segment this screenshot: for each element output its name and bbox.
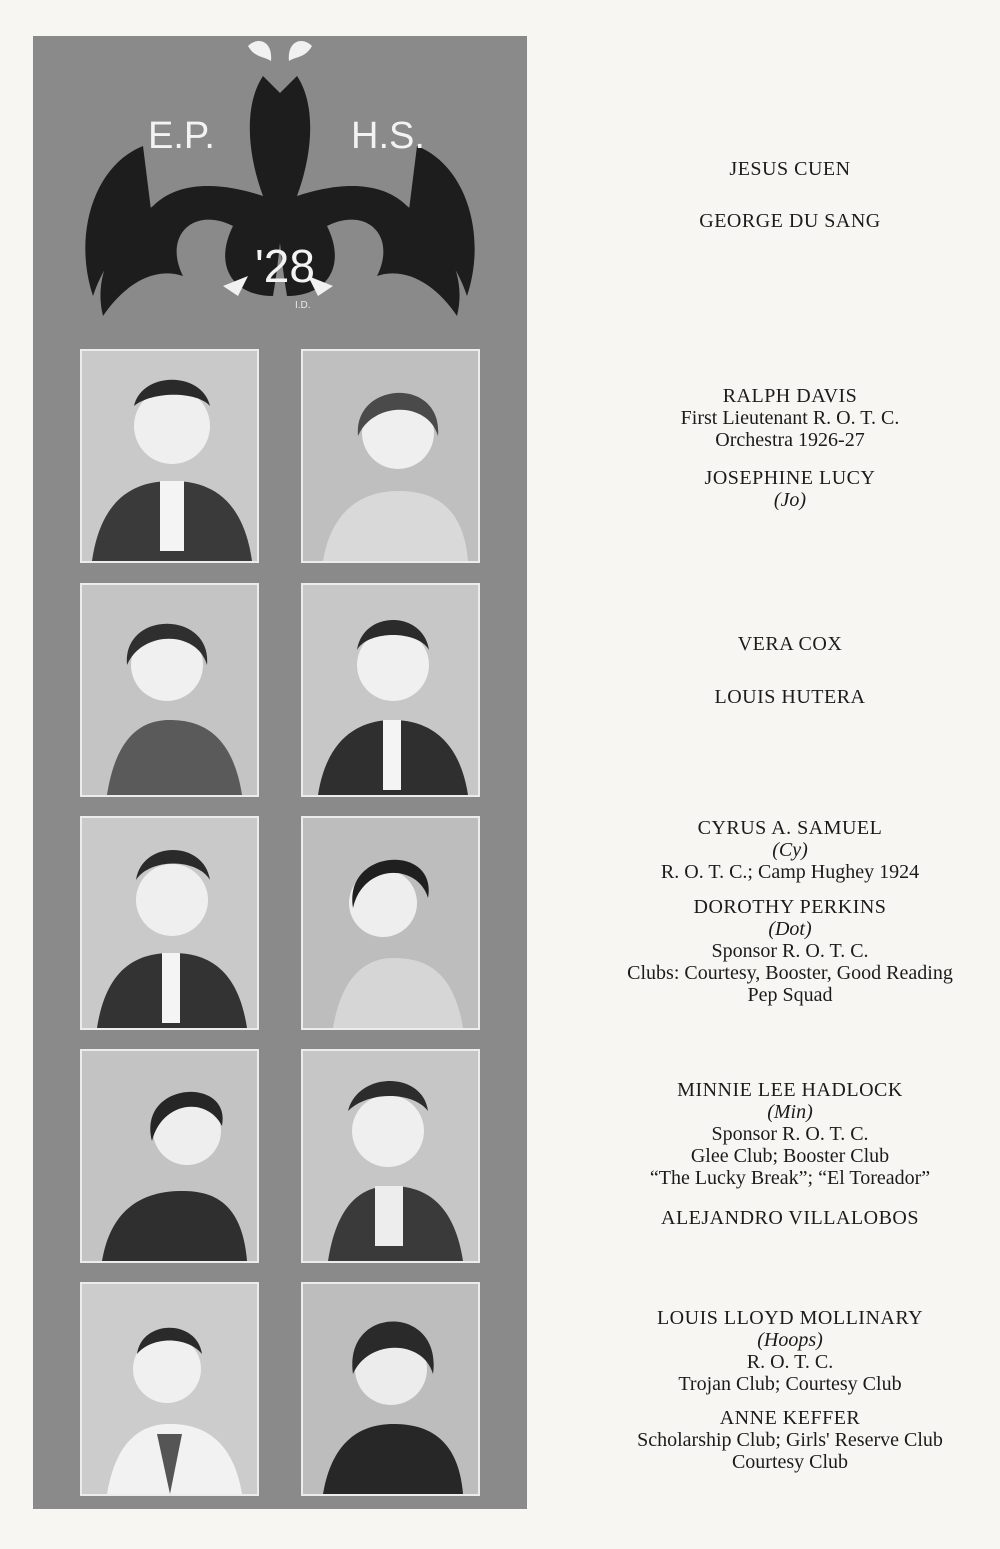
portrait-vera-cox	[80, 816, 259, 1030]
entry-minnie-lee-hadlock	[580, 1079, 1000, 1189]
entry-name: MINNIE LEE HADLOCK	[677, 1079, 903, 1101]
entry-name: LOUIS HUTERA	[714, 686, 866, 708]
entry-detail: Pep Squad	[747, 984, 833, 1006]
portrait-josephine-lucy	[301, 583, 480, 797]
entry-detail: Sponsor R. O. T. C.	[711, 1123, 869, 1145]
entry-vera-cox	[580, 633, 1000, 655]
portrait-alejandro-villalobos	[301, 1282, 480, 1496]
entry-name: LOUIS LLOYD MOLLINARY	[656, 1307, 924, 1329]
entry-name: GEORGE DU SANG	[699, 210, 881, 232]
entry-detail: First Lieutenant R. O. T. C.	[680, 407, 900, 429]
entry-ralph-davis	[580, 385, 1000, 451]
photo-strip	[33, 36, 527, 1509]
portrait-george-du-sang	[301, 349, 480, 563]
banner-left-text: E.P.	[148, 115, 215, 157]
entry-jesus-cuen	[580, 158, 1000, 180]
entry-nickname: (Jo)	[773, 489, 807, 511]
entry-name: CYRUS A. SAMUEL	[697, 817, 883, 839]
entry-nickname: (Hoops)	[757, 1329, 823, 1351]
entry-detail: Courtesy Club	[731, 1451, 849, 1473]
entry-nickname: (Dot)	[768, 918, 812, 940]
entry-name: DOROTHY PERKINS	[693, 896, 887, 918]
entry-detail: Trojan Club; Courtesy Club	[678, 1373, 902, 1395]
entry-george-du-sang	[580, 210, 1000, 232]
entry-detail: “The Lucky Break”; “El Toreador”	[649, 1167, 931, 1189]
entry-detail: R. O. T. C.	[746, 1351, 834, 1373]
entry-name: ALEJANDRO VILLALOBOS	[661, 1207, 919, 1229]
entry-louis-hutera	[580, 686, 1000, 708]
portrait-minnie-lee-hadlock	[80, 1282, 259, 1496]
entry-dorothy-perkins	[580, 896, 1000, 1006]
entry-anne-keffer	[580, 1407, 1000, 1473]
entry-alejandro-villalobos	[580, 1207, 1000, 1229]
entry-name: JOSEPHINE LUCY	[704, 467, 876, 489]
entry-nickname: (Min)	[767, 1101, 813, 1123]
entry-name: VERA COX	[737, 633, 843, 655]
entry-name: ANNE KEFFER	[719, 1407, 861, 1429]
portrait-cyrus-samuel	[80, 1049, 259, 1263]
entry-louis-lloyd-mollinary	[580, 1307, 1000, 1395]
entry-detail: Scholarship Club; Girls' Reserve Club	[637, 1429, 943, 1451]
banner-year: '28	[255, 240, 315, 292]
entry-detail: R. O. T. C.; Camp Hughey 1924	[660, 861, 920, 883]
portrait-dorothy-perkins	[301, 1049, 480, 1263]
entry-josephine-lucy	[580, 467, 1000, 511]
school-emblem	[33, 36, 527, 346]
entry-detail: Sponsor R. O. T. C.	[711, 940, 869, 962]
portrait-louis-hutera	[301, 816, 480, 1030]
portrait-jesus-cuen	[80, 349, 259, 563]
entry-detail: Glee Club; Booster Club	[690, 1145, 890, 1167]
entry-cyrus-samuel	[580, 817, 1000, 883]
entry-nickname: (Cy)	[772, 839, 808, 861]
entry-detail: Clubs: Courtesy, Booster, Good Reading	[627, 962, 953, 984]
entry-name: JESUS CUEN	[729, 158, 851, 180]
portrait-ralph-davis	[80, 583, 259, 797]
banner-right-text: H.S.	[351, 115, 425, 157]
banner-artist-mark: I.D.	[295, 300, 311, 311]
entry-name: RALPH DAVIS	[722, 385, 858, 407]
entry-detail: Orchestra 1926-27	[715, 429, 865, 451]
